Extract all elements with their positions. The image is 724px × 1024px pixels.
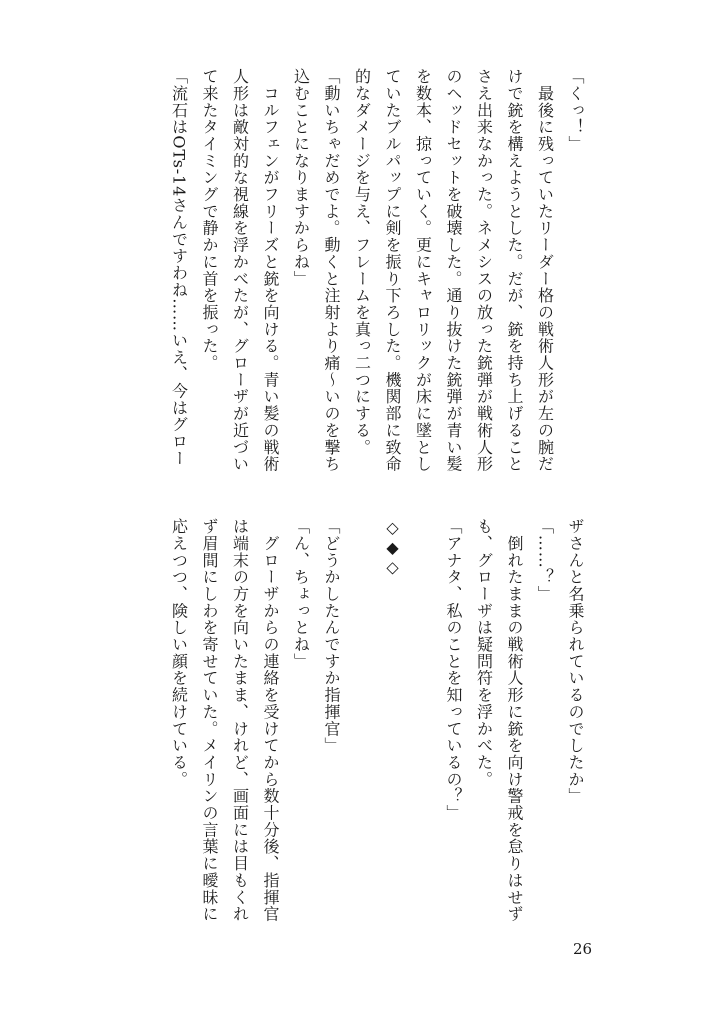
- text-line: 「ん、ちょっとね」: [291, 518, 311, 670]
- text-line: [407, 518, 438, 948]
- text-line: は端末の方を向いたまま、けれど、画面には目もくれ: [230, 518, 250, 923]
- text-line: コルフェンがフリーズと銃を向ける。青い髪の戦術: [261, 68, 280, 473]
- text-line: [346, 518, 377, 948]
- text-line: のヘッドセットを破壊した。通り抜けた銃弾が青い髪: [444, 68, 463, 473]
- text-line: ザさんと名乗られているのでしたか」: [566, 518, 585, 805]
- text-line: ず眉間にしわを寄せていた。メイリンの言葉に曖昧に: [200, 518, 219, 923]
- text-line: を数本、掠っていく。更にキャロリックが床に墜とし: [413, 68, 433, 473]
- page-number: 26: [573, 940, 593, 958]
- text-line: 倒れたままの戦術人形に銃を向け警戒を怠りはせず: [505, 518, 524, 923]
- text-line: 「……？」: [535, 518, 555, 603]
- text-line: 「どうかしたんですか指揮官」: [322, 518, 341, 754]
- text-line: も、グローザは疑問符を浮かべた。: [474, 518, 494, 788]
- text-line: 最後に残っていたリーダー格の戦術人形が左の腕だ: [535, 68, 555, 473]
- text-line: 「動いちゃだめでよ。動くと注射より痛〜いのを撃ち: [322, 68, 341, 473]
- text-line: グローザからの連絡を受けてから数十分後、指揮官: [261, 518, 280, 923]
- text-line: 人形は敵対的な視線を浮かべたが、グローザが近づい: [230, 68, 250, 473]
- text-line: て来たタイミングで静かに首を振った。: [200, 68, 219, 372]
- text-tier-bottom: [163, 518, 590, 948]
- text-line: 「アナタ、私のことを知っているの？」: [444, 518, 463, 822]
- text-line: 的なダメージを与え、フレームを真っ二つにする。: [352, 68, 372, 456]
- text-line: 込むことになりますからね」: [291, 68, 311, 288]
- text-line: けで銃を構えようとした。だが、銃を持ち上げること: [505, 68, 524, 473]
- text-line: ていたブルパップに剣を振り下ろした。機関部に致命: [383, 68, 402, 473]
- text-line: さえ出来なかった。ネメシスの放った銃弾が戦術人形: [474, 68, 494, 473]
- text-line: ◇◆◇: [383, 518, 402, 578]
- text-tier-top: [163, 68, 590, 498]
- text-line: 「くっ！」: [566, 68, 585, 153]
- text-line: 応えつつ、険しい顔を続けている。: [169, 518, 189, 788]
- text-line: 「流石はOTs-14さんですわね……いえ、今はグロー: [169, 68, 189, 467]
